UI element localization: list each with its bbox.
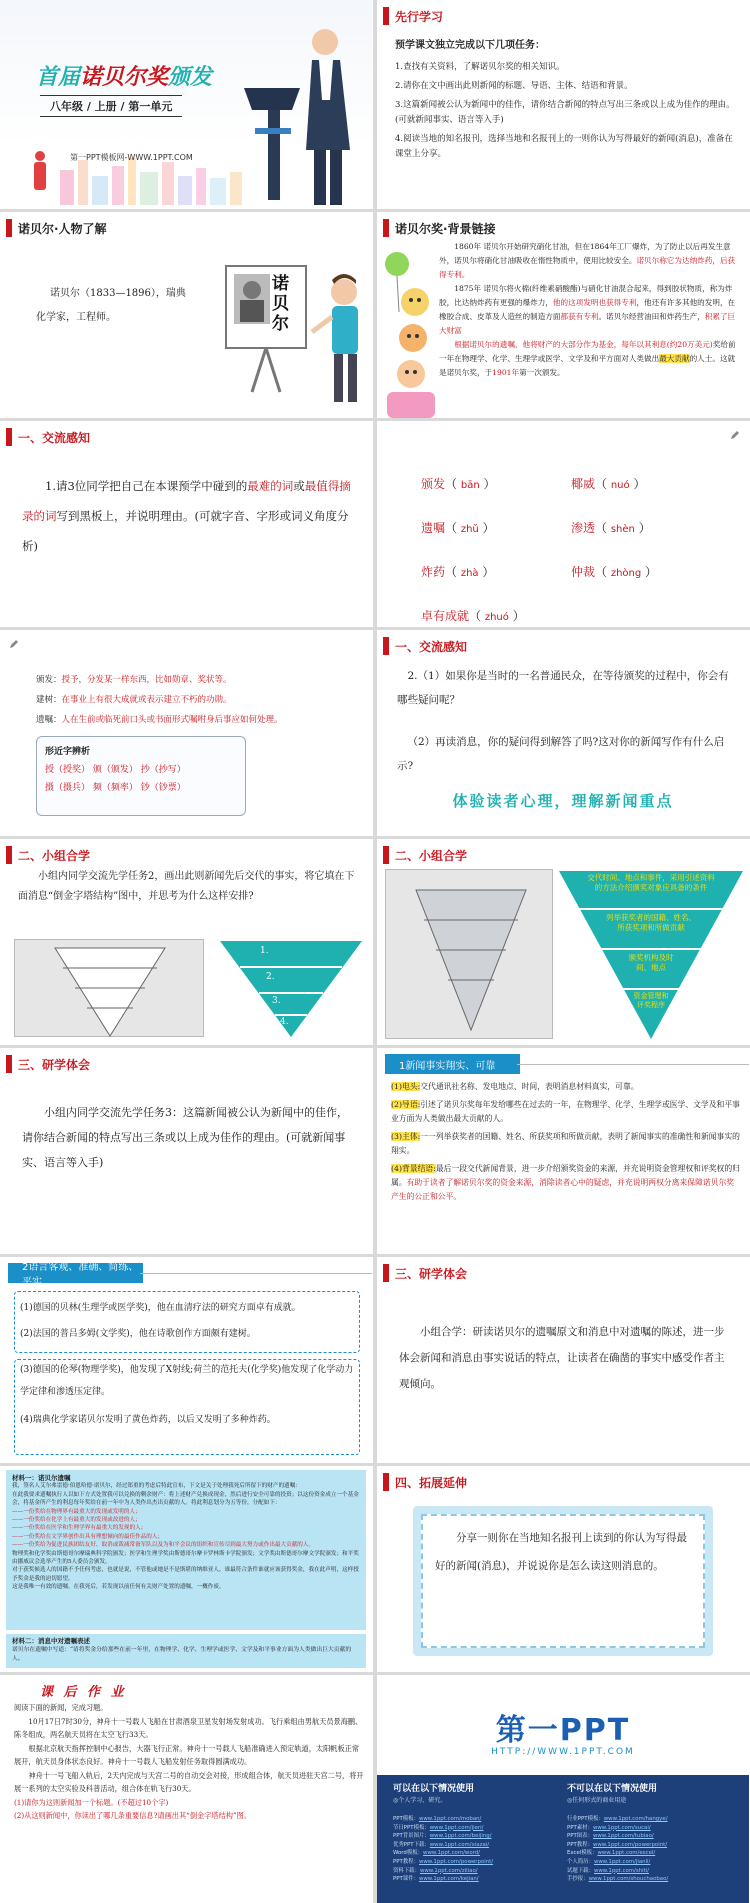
cover-title-a: 首届: [36, 65, 81, 90]
forbidden-sub: ◎任何形式的商业用途: [567, 1797, 627, 1804]
link-row: [393, 1858, 563, 1867]
slide-research-1[interactable]: [0, 1048, 372, 1254]
header-title: 三、研学体会: [18, 1057, 91, 1072]
material-line: ——一份奖给在化学上有最重大的发现或改进的人；: [12, 1517, 141, 1524]
link-url[interactable]: www.1ppt.com/ziliao/: [419, 1867, 478, 1874]
fact-item: [391, 1130, 741, 1158]
section-tag: 1新闻事实翔实、可靠: [385, 1054, 520, 1074]
pre-study-list: [395, 60, 740, 162]
links-col-1: [393, 1815, 563, 1884]
slide-language[interactable]: [0, 1257, 372, 1463]
task-highlight-1: 最难的词: [247, 479, 294, 493]
link-row: [567, 1875, 743, 1884]
bg-p2d: 都获有专利: [560, 312, 599, 321]
fact-item: [391, 1080, 741, 1094]
def-value: 授予，分发某一样东西，比如勋章、奖状等。: [61, 675, 232, 685]
slide-group-study-2[interactable]: [377, 839, 749, 1045]
link-row: [567, 1824, 743, 1833]
pre-study-item: 1.查找有关资料，了解诺贝尔奖的相关知识。: [395, 62, 565, 72]
slogan: 体验读者心理，理解新闻重点: [452, 792, 674, 810]
pre-study-item: 4.阅读当地的知名报刊，选择当地和名报刊上的一则你认为写得最好的新闻(消息)，准备在课堂上分享。: [395, 134, 733, 159]
pyramid-level: 1.: [260, 946, 269, 956]
link-label: 节日PPT模板：: [393, 1824, 430, 1831]
research-task: 小组内同学交流先学任务3：这篇新闻被公认为新闻中的佳作，请你结合新闻的特点写出三条或以上成为佳作的理由。(可就新闻事实、语言等入手): [22, 1106, 348, 1169]
logo: 第一PPT: [495, 1713, 631, 1748]
pinyin-row: 卓有成就（ zhuó ）: [421, 609, 525, 623]
research-task-2: 小组合学：研读诺贝尔的遗嘱原文和消息中对遗嘱的陈述，进一步体会新闻和消息由事实说话的特点，让读者在确凿的事实中感受作者主观倾向。: [399, 1326, 725, 1390]
question-1: 2.（1）如果你是当时的一名普通民众，在等待颁奖的过程中，你会有哪些疑问呢？: [397, 670, 729, 706]
header-title: 诺贝尔·人物了解: [18, 221, 107, 236]
homework-line: 神舟十一号飞船入轨后，2天内完成与天宫二号的自动交会对接，形成组合体，航天员进驻天宫二号，将开展一系列的太空实验及科普活动，组合体在轨飞行30天。: [14, 1770, 364, 1793]
link-label: PPT背景图片：: [393, 1833, 430, 1840]
link-row: [393, 1867, 563, 1876]
link-url[interactable]: www.1ppt.com/moban/: [418, 1816, 482, 1822]
bg-p2e: 。诺贝尔经营油田和炸药生产，: [598, 312, 705, 321]
pinyin-row: 炸药（ zhà ） 仲裁（ zhòng ）: [421, 565, 658, 579]
def-key: 遗嘱：: [36, 715, 62, 725]
pinyin-row: 颁发（ bān ） 椰威（ nuó ）: [421, 477, 646, 491]
pinyin: nuó: [610, 480, 630, 491]
bg-p2c: ，他还有许多其他的发明，在橡胶合成、皮革及人造丝的制造方面: [439, 298, 736, 321]
link-url[interactable]: www.1ppt.com/xiazai/: [429, 1841, 490, 1848]
links-col-2: [567, 1815, 743, 1884]
pyramid-level: 3.: [272, 996, 281, 1006]
link-label: 优秀PPT下载：: [393, 1841, 430, 1848]
word: 卓有成就: [421, 609, 470, 623]
link-url[interactable]: www.1ppt.com/kejian/: [418, 1876, 479, 1883]
question-2: （2）再读消息，你的疑问得到解答了吗?这对你的新闻写作有什么启示?: [397, 736, 725, 772]
cover-title-b: 诺贝尔奖: [80, 65, 169, 90]
pencil-icon: [8, 638, 20, 650]
header-title: 一、交流感知: [395, 639, 468, 654]
pinyin: shèn: [610, 524, 635, 535]
header-title: 先行学习: [395, 9, 444, 24]
nobel-bio-line1: 诺贝尔（1833—1896），瑞典: [50, 288, 186, 299]
slide-group-study-1[interactable]: [0, 839, 372, 1045]
pyramid-level: 2.: [266, 972, 275, 982]
bg-p2b: 他的这项发明也获得专利: [552, 298, 637, 307]
easel-label: 诺贝尔: [272, 274, 289, 334]
link-row: [393, 1849, 563, 1858]
bg-p2a: 1875年 诺贝尔将火棉(纤维素硝酸酯)与硝化甘油混合起来，得到胶状物质，称为炸胶，比达纳炸药有更强的爆炸力，: [439, 284, 733, 307]
similar-row: 授（授奖） 颁（颁发） 抄（抄写）: [45, 765, 186, 775]
slide-header: [377, 218, 496, 238]
word: 仲裁: [571, 565, 596, 579]
link-label: 手抄报：: [567, 1876, 589, 1883]
def-value: 人在生前或临死前口头或书面形式嘱咐身后事应如何处理。: [61, 715, 283, 725]
cover-footer: 第一PPT模板网-WWW.1PPT.COM: [70, 153, 193, 162]
fact-value: 交代通讯社名称、发电地点、时间，表明消息材料真实，可靠。: [420, 1082, 639, 1091]
slide-pinyin[interactable]: [377, 421, 749, 627]
link-url[interactable]: www.1ppt.com/hangye/: [603, 1816, 668, 1822]
fact-item: [391, 1098, 741, 1126]
link-row: [393, 1841, 563, 1850]
link-label: 行业PPT模板：: [567, 1816, 604, 1822]
pyramid-level: 资金管理和评奖程序: [633, 992, 669, 1009]
definition-item: [36, 710, 356, 730]
word: 炸药: [421, 565, 446, 579]
slide-header: [377, 636, 467, 656]
textbook-photo: [385, 869, 553, 1039]
link-label: PPT素材：: [567, 1824, 593, 1831]
link-url[interactable]: www.1ppt.com/word/: [423, 1850, 480, 1857]
slide-pre-study[interactable]: [377, 0, 749, 209]
header-title: 诺贝尔奖·背景链接: [395, 221, 496, 236]
slide-header: [0, 218, 107, 238]
homework-line: 根据北京航天指挥控制中心报告，大器飞行正常。神舟十一号载人飞船准确进入预定轨道，太阳帆板正常展开，航天员身体状态良好。神舟十一号载人飞船发射任务取得圆满成功。: [14, 1743, 360, 1766]
def-key: 颁发：: [36, 675, 62, 685]
slide-header: [377, 845, 467, 865]
link-url[interactable]: www.1ppt.com/jieri/: [429, 1824, 484, 1831]
link-label: Excel模板：: [567, 1850, 598, 1857]
link-label: PPT课件：: [393, 1876, 419, 1883]
word: 遗嘱: [421, 521, 446, 535]
pinyin: zhà: [460, 568, 479, 579]
pyramid-level: 4.: [280, 1017, 289, 1027]
slide-exchange-1[interactable]: [0, 421, 372, 627]
material-line: 物理奖和化学奖由斯德哥尔摩瑞典科学院颁发；医学和生理学奖由斯德哥尔摩卡罗林斯卡学院颁发；文学奖由斯德哥尔摩文学院颁发；和平奖由挪威议会选举产生的5人委员会颁发。: [12, 1550, 359, 1566]
bg-p3a: 根据诺贝尔的遗嘱，他将财产的大部分作为基金，每年以其利息(约20万美元): [454, 340, 713, 349]
def-value: 在事业上有很大成就或表示建立不朽的功勋。: [61, 695, 232, 705]
material-title: 材料一：诺贝尔遗嘱: [12, 1474, 71, 1482]
fact-value: 一一列举获奖者的国籍、姓名、所获奖项和所做贡献，表明了新闻事实的准确性和新闻事实的翔实。: [391, 1132, 740, 1155]
logo-url[interactable]: HTTP://WWW.1PPT.COM: [491, 1747, 635, 1757]
task-text-3: 写到黑板上，并说明理由。(可就字音、字形或词义角度分析): [22, 509, 349, 553]
def-key: 建树：: [36, 695, 62, 705]
definitions: [36, 670, 356, 730]
slide-homework[interactable]: [0, 1675, 372, 1903]
bg-p3c: 最大贡献: [659, 354, 690, 363]
slide-nobel-person[interactable]: [0, 212, 372, 418]
similar-chars-box: [36, 736, 246, 816]
material-line: ——一份奖给为促进民族团结友好、取消或裁减常备军队以及为和平会议的组织和宣传尽到最大努力或作出最大贡献的人。: [12, 1542, 315, 1549]
slide-header: [0, 427, 90, 447]
material-line: ——一份奖给在物理界有最重大的发现或发明的人；: [12, 1508, 141, 1515]
definition-item: [36, 690, 356, 710]
material-line: 诺贝尔在遗嘱中写道：“请将奖金分给那些在前一年里，在物理学、化学、生理学或医学、文学及和平事业方面为人类做出巨大贡献的人。: [12, 1647, 352, 1662]
homework-title: 课 后 作 业: [40, 1685, 127, 1700]
link-url[interactable]: www.1ppt.com/shouchaobao/: [588, 1876, 669, 1883]
textbook-photo: [14, 939, 204, 1037]
bg-p3d: 的人士。这就是诺贝尔奖，于: [439, 354, 736, 377]
link-url[interactable]: www.1ppt.com/shiti/: [593, 1867, 649, 1874]
slide-header: [377, 6, 443, 26]
homework-line: 阅读下面的新闻，完成习题。: [14, 1703, 108, 1712]
material-title: 材料二：消息中对遗嘱表述: [12, 1637, 90, 1645]
slide-header: [0, 1054, 90, 1074]
fact-value: 最后一段交代新闻背景，进一步介绍颁奖资金的来源，并充说明资金管理权和评奖权的归属。: [391, 1164, 740, 1187]
link-url[interactable]: www.1ppt.com/jianli/: [593, 1858, 651, 1865]
forbidden-title: 不可以在以下情况使用: [567, 1784, 658, 1794]
section-tag: 2语言客观、准确、简练、平实: [8, 1263, 143, 1283]
task-text-1: 1.请3位同学把自己在本课预学中碰到的: [45, 479, 248, 493]
link-label: 试题下载：: [567, 1867, 594, 1874]
link-url[interactable]: www.1ppt.com/powerpoint/: [418, 1858, 494, 1865]
bg-p3e: 1901年: [492, 368, 520, 377]
bg-p3f: 第一次颁发。: [519, 368, 565, 377]
slide-header: [377, 1263, 467, 1283]
homework-body: [14, 1701, 364, 1823]
kids-illustration: [377, 242, 437, 418]
example-item: (2)法国的普吕多姆(文学奖)，他在诗歌创作方面颇有建树。: [20, 1329, 256, 1339]
definition-item: [36, 670, 356, 690]
link-row: [567, 1849, 743, 1858]
fact-key: (1)电头:: [391, 1082, 421, 1091]
similar-row: 摄（摄兵） 频（频率） 钞（钞票）: [45, 783, 186, 793]
material-line: ——一份奖给在文学界创作出具有理想倾向的最佳作品的人；: [12, 1533, 164, 1540]
header-title: 二、小组合学: [18, 848, 91, 863]
material-line: ——一份奖给在医学和生理学界有最重大的发现的人；: [12, 1525, 147, 1532]
link-label: Word模板：: [393, 1850, 424, 1857]
link-label: PPT图表：: [567, 1833, 593, 1840]
pinyin: bān: [460, 480, 480, 491]
box-title: 形近字辨析: [45, 747, 91, 757]
link-url[interactable]: www.1ppt.com/tubiao/: [592, 1833, 654, 1840]
pyramid-level: 列举获奖者的国籍、姓名、所获奖项和所做贡献: [606, 913, 696, 932]
link-row: [567, 1832, 743, 1841]
link-url[interactable]: www.1ppt.com/beijing/: [429, 1833, 492, 1840]
link-label: PPT模板：: [393, 1816, 419, 1822]
slide-header: [377, 1472, 467, 1492]
link-url[interactable]: www.1ppt.com/excel/: [597, 1850, 656, 1857]
extension-text: 分享一则你在当地知名报刊上读到的你认为写得最好的新闻(消息)，并说说你是怎么读这则消息的。: [435, 1532, 687, 1572]
link-row: [567, 1867, 743, 1876]
link-row: [393, 1824, 563, 1833]
material-line: 在此我要求遗嘱执行人以如下方式处置我可以兑换的剩余财产：将上述财产兑换成现金，然后进行安全可靠的投资；以这份资金成立一个基金会，将基金所产生的利息每年奖给在前一年中为人类作出杰出贡献的人。将此利息划分为五等份，分配如下：: [12, 1491, 359, 1507]
word: 颁发: [421, 477, 446, 491]
nobel-bio-line2: 化学家，工程师。: [36, 312, 116, 323]
link-label: PPT教程：: [567, 1841, 593, 1848]
link-url[interactable]: www.1ppt.com/sucai/: [592, 1824, 651, 1831]
cover-subtitle: 八年级 / 上册 / 第一单元: [40, 95, 182, 117]
pinyin-row: 遗嘱（ zhǔ ） 渗透（ shèn ）: [421, 521, 651, 535]
link-label: PPT教程：: [393, 1858, 419, 1865]
fact-value: 引述了诺贝尔奖每年发给哪些在过去的一年，在物理学、化学、生理学或医学、文学及和平事业方面为人类做出最大贡献的人。: [391, 1100, 740, 1123]
pyramid-level: 颁奖机构及时间、地点: [628, 953, 674, 972]
pre-study-intro: 预学课文独立完成以下几项任务：: [395, 40, 545, 51]
material-line: 我，签名人艾尔弗雷德·伯恩哈德·诺贝尔，经过郑重的考虑后特此宣布，下文是关于处理我死后所留下的财产的遗嘱：: [12, 1483, 301, 1490]
link-label: 资料下载：: [393, 1867, 420, 1874]
inverted-pyramid: [218, 939, 364, 1039]
material-2-box: [6, 1634, 366, 1668]
exchange-task: [22, 471, 352, 561]
slide-word-defs[interactable]: [0, 630, 372, 836]
slide-cover[interactable]: [0, 0, 372, 209]
pre-study-item: 3.这篇新闻被公认为新闻中的佳作，请你结合新闻的特点写出三条或以上成为佳作的理由。(可就新闻事实、语言等入手): [395, 100, 735, 125]
cover-title-c: 颁发: [168, 65, 213, 90]
homework-line: 10月17日7时30分，神舟十一号载人飞船在甘肃酒泉卫星发射场发射成功。飞行乘组由男航天员景海鹏、陈冬组成，两名航天员将在太空飞行33天。: [14, 1716, 363, 1739]
background-text: [439, 240, 741, 380]
header-title: 四、拓展延伸: [395, 1475, 468, 1490]
header-title: 三、研学体会: [395, 1266, 468, 1281]
pre-study-item: 2.请你在文中画出此则新闻的标题、导语、主体、结语和背景。: [395, 81, 633, 91]
link-row: [567, 1858, 743, 1867]
bg-p1a: 1860年 诺贝尔开始研究硝化甘油，但在1864年工厂爆炸，为了防止以后再发生意外，诺贝尔将硝化甘油吸收在惰性物质中，使用比较安全。: [439, 242, 731, 265]
word: 椰威: [571, 477, 596, 491]
bg-p2f: 积累了巨大财富: [439, 312, 736, 335]
slide-facts-reliable[interactable]: [377, 1048, 749, 1254]
fact-key: (3)主体:: [391, 1132, 421, 1141]
pinyin: zhuó: [484, 612, 509, 623]
pinyin: zhòng: [610, 568, 642, 579]
example-item: (4)瑞典化学家诺贝尔发明了黄色炸药，以后又发明了多种炸药。: [20, 1415, 276, 1425]
allowed-title: 可以在以下情况使用: [393, 1784, 475, 1794]
pyramid-level: 交代时间、地点和事件，采用引述资料的方法介绍颁奖对象应具备的条件: [587, 873, 715, 892]
fact-key: (4)背景结语:: [391, 1164, 436, 1173]
header-title: 二、小组合学: [395, 848, 468, 863]
fact-item: [391, 1162, 741, 1204]
homework-question: (1)请你为这则新闻加一个标题。(不超过10个字): [14, 1797, 169, 1807]
example-item: (3)德国的伦琴(物理学奖)，他发现了X射线;荷兰的范托夫(化学奖)他发现了化学动力学定律和渗透压定律。: [20, 1365, 354, 1397]
slide-materials[interactable]: [0, 1466, 372, 1672]
material-line: 这是我唯一有效的遗嘱。在我死后，若发现以前任何有关财产处置的遗嘱，一概作废。: [12, 1584, 225, 1591]
slide-extension[interactable]: [377, 1466, 749, 1672]
slide-header: [0, 845, 90, 865]
pinyin: zhǔ: [460, 524, 479, 535]
example-item: (1)德国的贝林(生理学或医学奖)，他在血清疗法的研究方面卓有成就。: [20, 1303, 301, 1313]
link-row: [567, 1815, 743, 1824]
allowed-sub: ◎个人学习、研究。: [393, 1797, 447, 1804]
link-label: 个人简历：: [567, 1858, 594, 1865]
material-1-box: [6, 1470, 366, 1630]
word: 渗透: [571, 521, 596, 535]
bg-p1b: 诺贝尔称它为达纳炸药，后获得专利。: [439, 256, 736, 279]
link-url[interactable]: www.1ppt.com/powerpoint/: [592, 1841, 668, 1848]
slide-research-2[interactable]: [377, 1257, 749, 1463]
tag-rule: [140, 1273, 372, 1274]
fact-key: (2)导语:: [391, 1100, 421, 1109]
link-row: [393, 1815, 563, 1824]
cover-title: [36, 60, 212, 91]
fact-note: 有助于读者了解诺贝尔奖的资金来源，消除读者心中的疑虑，并充说明两权分离来保障诺贝尔奖产生的公正和公平。: [391, 1178, 735, 1201]
slide-credits[interactable]: [377, 1675, 749, 1903]
header-title: 一、交流感知: [18, 430, 91, 445]
homework-question: (2)从这则新闻中，你读出了哪几条重要信息?请画出其“倒金字塔结构”图。: [14, 1811, 252, 1820]
language-examples: [20, 1295, 356, 1433]
slide-exchange-2[interactable]: [377, 630, 749, 836]
tag-rule: [517, 1064, 749, 1065]
group-task: 小组内同学交流先学任务2，画出此则新闻先后交代的事实，将它填在下面消息“倒金字塔结构”图中，并思考为什么这样安排?: [18, 871, 355, 902]
link-row: [567, 1841, 743, 1850]
link-row: [393, 1875, 563, 1884]
task-highlight-2: 最值得摘录的词: [22, 479, 351, 523]
bg-p3b: 奖给前一年在物理学、化学、生理学或医学、文学及和平方面对人类做出: [439, 340, 736, 363]
pinyin-table: [421, 463, 721, 627]
pencil-icon: [729, 429, 741, 441]
link-row: [393, 1832, 563, 1841]
task-text-2: 或: [293, 479, 305, 493]
facts-list: [391, 1080, 741, 1204]
slide-nobel-background[interactable]: [377, 212, 749, 418]
material-line: 对于获奖候选人的国籍不予任何考虑，也就是说，不管他或她是不是斯堪的纳维亚人，谁最符合条件谁就应该获得奖金，我在此声明，这样授予奖金是我的迫切愿望。: [12, 1567, 359, 1582]
